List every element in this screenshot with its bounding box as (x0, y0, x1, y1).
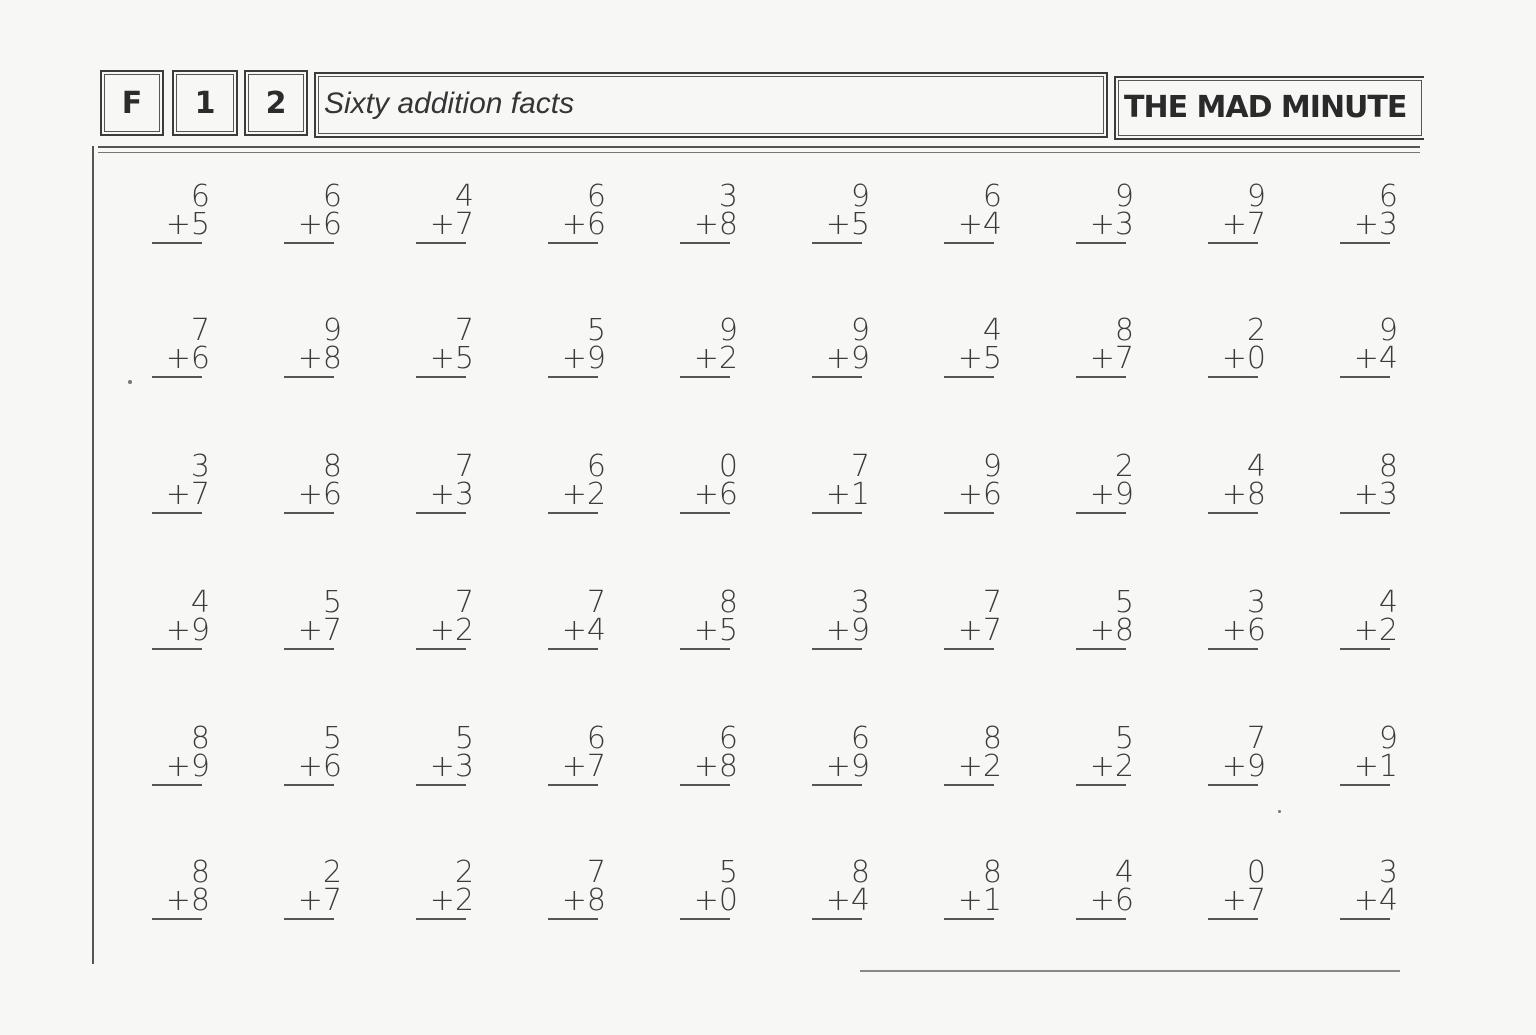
addend-bottom: +2 (1089, 749, 1134, 784)
addend-bottom: +9 (825, 341, 870, 376)
addend-bottom: +9 (825, 749, 870, 784)
addend-bottom: +6 (957, 477, 1002, 512)
addend-bottom: +5 (957, 341, 1002, 376)
addend-top: 8 (850, 855, 870, 890)
addend-bottom: +6 (1089, 883, 1134, 918)
answer-line (1208, 918, 1258, 920)
addend-top: 9 (982, 449, 1002, 484)
addend-top: 2 (454, 855, 474, 890)
answer-line (1340, 648, 1390, 650)
addition-problem (812, 721, 872, 806)
answer-line (284, 242, 334, 244)
addition-problem (1340, 179, 1400, 264)
addition-problem (944, 721, 1004, 806)
addend-top: 6 (1378, 179, 1398, 214)
addition-problem (548, 585, 608, 670)
addend-top: 8 (322, 449, 342, 484)
answer-line (284, 784, 334, 786)
addition-problem (812, 449, 872, 534)
addend-top: 2 (1114, 449, 1134, 484)
addend-top: 6 (586, 721, 606, 756)
addend-bottom: +0 (1221, 341, 1266, 376)
addend-bottom: +6 (693, 477, 738, 512)
addend-top: 9 (1114, 179, 1134, 214)
addend-top: 6 (190, 179, 210, 214)
addend-bottom: +9 (561, 341, 606, 376)
addend-top: 7 (190, 313, 210, 348)
addend-bottom: +6 (1221, 613, 1266, 648)
addition-problem (152, 585, 212, 670)
addend-top: 3 (1246, 585, 1266, 620)
addend-bottom: +9 (825, 613, 870, 648)
addition-problem (548, 313, 608, 398)
addend-bottom: +2 (957, 749, 1002, 784)
addition-problem (1340, 313, 1400, 398)
answer-line (152, 242, 202, 244)
addition-problem (548, 449, 608, 534)
addition-problem (680, 449, 740, 534)
addend-bottom: +8 (165, 883, 210, 918)
addend-top: 9 (850, 179, 870, 214)
addend-top: 8 (982, 721, 1002, 756)
addend-bottom: +8 (297, 341, 342, 376)
addend-bottom: +8 (693, 207, 738, 242)
addition-problem (152, 313, 212, 398)
addend-bottom: +7 (1221, 207, 1266, 242)
answer-line (548, 918, 598, 920)
addend-top: 7 (586, 585, 606, 620)
addition-problem (680, 585, 740, 670)
addend-bottom: +8 (1089, 613, 1134, 648)
answer-line (416, 648, 466, 650)
addition-problem (944, 585, 1004, 670)
answer-line (680, 376, 730, 378)
answer-line (812, 512, 862, 514)
answer-line (944, 376, 994, 378)
header-letter-1: 1 (194, 85, 216, 121)
addend-top: 6 (322, 179, 342, 214)
addition-problem (1076, 179, 1136, 264)
answer-line (1340, 918, 1390, 920)
addition-problem (284, 179, 344, 264)
answer-line (944, 784, 994, 786)
addend-bottom: +7 (429, 207, 474, 242)
addition-problem (1340, 449, 1400, 534)
addend-top: 8 (1114, 313, 1134, 348)
addend-bottom: +5 (429, 341, 474, 376)
addition-problem (1076, 721, 1136, 806)
addend-top: 5 (1114, 721, 1134, 756)
header-letter-2: 2 (265, 85, 287, 121)
answer-line (1208, 512, 1258, 514)
addend-bottom: +8 (561, 883, 606, 918)
addend-bottom: +1 (825, 477, 870, 512)
answer-line (548, 784, 598, 786)
answer-line (1076, 784, 1126, 786)
addend-bottom: +1 (957, 883, 1002, 918)
addend-bottom: +3 (429, 477, 474, 512)
addend-top: 0 (718, 449, 738, 484)
addend-top: 7 (850, 449, 870, 484)
addition-problem (152, 721, 212, 806)
addition-problem (416, 449, 476, 534)
answer-line (152, 648, 202, 650)
answer-line (680, 512, 730, 514)
addend-top: 3 (718, 179, 738, 214)
addend-bottom: +4 (1353, 341, 1398, 376)
addition-problem (1208, 721, 1268, 806)
addend-bottom: +7 (1221, 883, 1266, 918)
addition-problem (416, 855, 476, 940)
addend-top: 4 (1246, 449, 1266, 484)
answer-line (1076, 648, 1126, 650)
addend-bottom: +2 (429, 613, 474, 648)
answer-line (680, 648, 730, 650)
addition-problem (680, 179, 740, 264)
addition-problem (944, 179, 1004, 264)
answer-line (284, 376, 334, 378)
addend-top: 9 (718, 313, 738, 348)
answer-line (152, 784, 202, 786)
answer-line (812, 242, 862, 244)
addend-bottom: +7 (297, 883, 342, 918)
addition-problem (1076, 449, 1136, 534)
addend-top: 5 (1114, 585, 1134, 620)
addend-bottom: +5 (165, 207, 210, 242)
addend-top: 9 (1378, 313, 1398, 348)
addition-problem (416, 313, 476, 398)
answer-line (1340, 242, 1390, 244)
page-title: Sixty addition facts (324, 87, 575, 120)
addition-problem (1076, 313, 1136, 398)
answer-line (812, 376, 862, 378)
answer-line (548, 648, 598, 650)
addition-problem (944, 449, 1004, 534)
addend-bottom: +4 (1353, 883, 1398, 918)
addition-problem (548, 855, 608, 940)
answer-line (812, 784, 862, 786)
addition-problem (152, 855, 212, 940)
addition-problem (812, 313, 872, 398)
addend-bottom: +3 (1089, 207, 1134, 242)
addend-top: 8 (190, 855, 210, 890)
addend-top: 5 (586, 313, 606, 348)
addend-top: 9 (1246, 179, 1266, 214)
answer-line (152, 918, 202, 920)
addition-problem (152, 179, 212, 264)
addend-top: 7 (454, 585, 474, 620)
addend-top: 9 (850, 313, 870, 348)
addition-problem (548, 179, 608, 264)
answer-line (680, 242, 730, 244)
addition-problem (680, 313, 740, 398)
addend-top: 2 (1246, 313, 1266, 348)
addition-problem (812, 179, 872, 264)
addend-bottom: +0 (693, 883, 738, 918)
addition-problem (1208, 313, 1268, 398)
addend-bottom: +4 (825, 883, 870, 918)
addend-top: 3 (850, 585, 870, 620)
addend-top: 5 (322, 585, 342, 620)
addition-problem (152, 449, 212, 534)
addend-bottom: +4 (957, 207, 1002, 242)
addend-top: 4 (1114, 855, 1134, 890)
answer-line (944, 242, 994, 244)
addend-top: 9 (322, 313, 342, 348)
addition-problem (284, 313, 344, 398)
addition-problem (1340, 721, 1400, 806)
addition-problem (1076, 585, 1136, 670)
answer-line (284, 512, 334, 514)
addend-top: 8 (982, 855, 1002, 890)
addend-bottom: +6 (297, 749, 342, 784)
answer-line (944, 918, 994, 920)
answer-line (680, 918, 730, 920)
answer-line (416, 376, 466, 378)
addend-bottom: +5 (693, 613, 738, 648)
answer-line (944, 512, 994, 514)
addend-top: 5 (454, 721, 474, 756)
addend-bottom: +5 (825, 207, 870, 242)
addend-bottom: +7 (1089, 341, 1134, 376)
addend-top: 5 (322, 721, 342, 756)
addend-top: 7 (982, 585, 1002, 620)
addend-bottom: +1 (1353, 749, 1398, 784)
addition-problem (944, 313, 1004, 398)
addend-top: 6 (718, 721, 738, 756)
addend-top: 7 (454, 449, 474, 484)
answer-line (812, 648, 862, 650)
addend-top: 2 (322, 855, 342, 890)
answer-line (1076, 242, 1126, 244)
answer-line (1076, 376, 1126, 378)
addend-top: 9 (1378, 721, 1398, 756)
answer-line (1340, 512, 1390, 514)
addend-top: 6 (850, 721, 870, 756)
addend-top: 4 (982, 313, 1002, 348)
answer-line (944, 648, 994, 650)
addend-top: 6 (982, 179, 1002, 214)
addend-bottom: +6 (165, 341, 210, 376)
answer-line (1340, 784, 1390, 786)
addition-problem (1340, 855, 1400, 940)
addend-bottom: +7 (297, 613, 342, 648)
addend-top: 7 (454, 313, 474, 348)
answer-line (680, 784, 730, 786)
answer-line (152, 512, 202, 514)
answer-line (1208, 242, 1258, 244)
addition-problem (284, 449, 344, 534)
addend-bottom: +3 (1353, 207, 1398, 242)
addend-top: 4 (454, 179, 474, 214)
addition-problem (284, 585, 344, 670)
addition-problem (1208, 449, 1268, 534)
answer-line (416, 784, 466, 786)
addition-problem (812, 585, 872, 670)
answer-line (1340, 376, 1390, 378)
answer-line (284, 648, 334, 650)
addend-bottom: +2 (693, 341, 738, 376)
addend-bottom: +7 (561, 749, 606, 784)
answer-line (812, 918, 862, 920)
answer-line (416, 242, 466, 244)
addition-problem (284, 721, 344, 806)
addition-problem (1208, 855, 1268, 940)
addend-bottom: +9 (165, 613, 210, 648)
addition-problem (548, 721, 608, 806)
addition-problem (944, 855, 1004, 940)
brand-logo: THE MAD MINUTE (1124, 89, 1407, 125)
addition-problem (416, 179, 476, 264)
addend-bottom: +9 (1089, 477, 1134, 512)
answer-line (548, 376, 598, 378)
answer-line (1076, 512, 1126, 514)
answer-line (416, 918, 466, 920)
addition-problem (416, 721, 476, 806)
addend-bottom: +6 (297, 477, 342, 512)
answer-line (1208, 376, 1258, 378)
addend-bottom: +7 (957, 613, 1002, 648)
addend-bottom: +4 (561, 613, 606, 648)
addition-problem (1340, 585, 1400, 670)
answer-line (152, 376, 202, 378)
answer-line (548, 512, 598, 514)
addend-bottom: +8 (1221, 477, 1266, 512)
addend-bottom: +2 (561, 477, 606, 512)
addend-bottom: +2 (1353, 613, 1398, 648)
addition-problem (1208, 585, 1268, 670)
addition-problem (1208, 179, 1268, 264)
answer-line (1208, 784, 1258, 786)
addend-bottom: +3 (429, 749, 474, 784)
addition-problem (1076, 855, 1136, 940)
answer-line (548, 242, 598, 244)
header-letter-f: F (121, 85, 143, 121)
addend-top: 8 (718, 585, 738, 620)
addend-top: 4 (1378, 585, 1398, 620)
answer-line (1208, 648, 1258, 650)
addend-bottom: +3 (1353, 477, 1398, 512)
answer-line (416, 512, 466, 514)
addend-bottom: +8 (693, 749, 738, 784)
addend-bottom: +6 (561, 207, 606, 242)
addition-problem (680, 855, 740, 940)
addend-bottom: +7 (165, 477, 210, 512)
addend-top: 4 (190, 585, 210, 620)
addition-problem (680, 721, 740, 806)
addition-problem (812, 855, 872, 940)
addition-problem (416, 585, 476, 670)
addend-top: 6 (586, 179, 606, 214)
addend-top: 0 (1246, 855, 1266, 890)
addend-bottom: +2 (429, 883, 474, 918)
addend-top: 7 (586, 855, 606, 890)
addend-top: 3 (1378, 855, 1398, 890)
addend-top: 8 (1378, 449, 1398, 484)
addend-top: 3 (190, 449, 210, 484)
addend-top: 7 (1246, 721, 1266, 756)
addend-top: 6 (586, 449, 606, 484)
addend-top: 8 (190, 721, 210, 756)
answer-line (1076, 918, 1126, 920)
answer-line (284, 918, 334, 920)
addend-bottom: +9 (165, 749, 210, 784)
addition-problem (284, 855, 344, 940)
addend-top: 5 (718, 855, 738, 890)
addend-bottom: +9 (1221, 749, 1266, 784)
addend-bottom: +6 (297, 207, 342, 242)
